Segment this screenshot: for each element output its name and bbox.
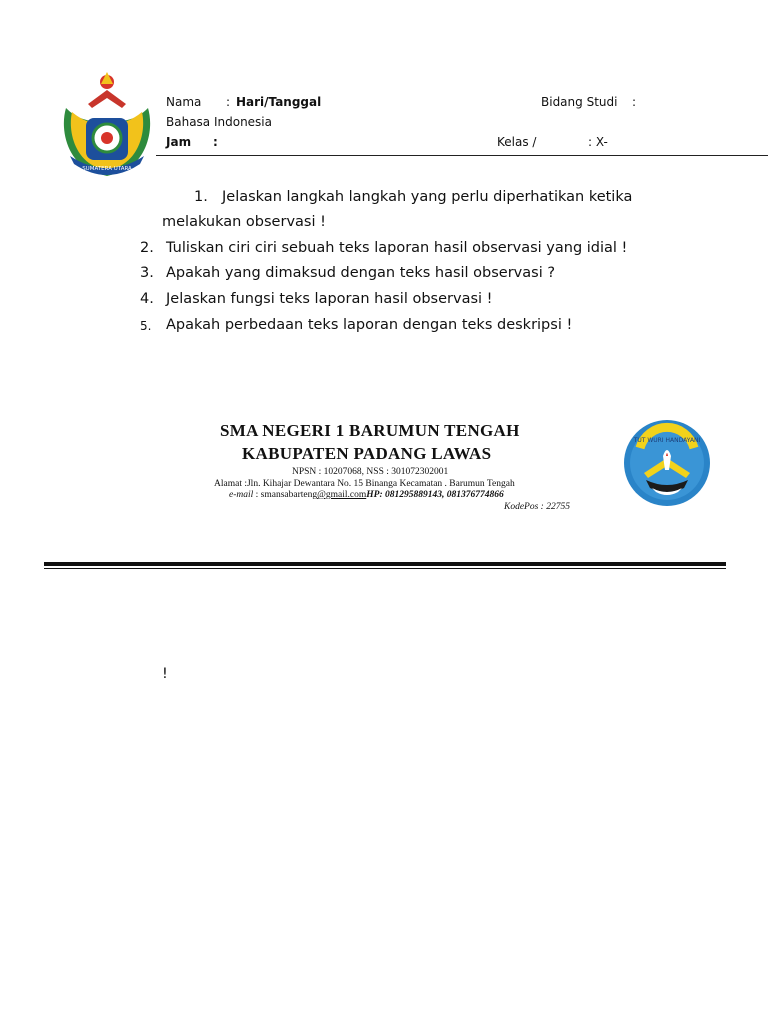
school-address: Alamat :Jln. Kihajar Dewantara No. 15 Binanga Kecamatan . Barumun Tengah	[214, 479, 515, 489]
stray-exclamation: !	[162, 666, 168, 682]
school-npsn: NPSN : 10207068, NSS : 301072302001	[292, 467, 449, 477]
nama-colon: :	[226, 95, 231, 109]
email-label: e-mail	[229, 490, 254, 500]
email-prefix: : smansabarteng	[253, 490, 318, 500]
kelas-value: : X-	[588, 135, 608, 149]
email-link[interactable]: @gmail.com	[317, 490, 367, 500]
question-4-number: 4.	[140, 291, 154, 307]
provincial-seal-logo	[58, 68, 156, 178]
kelas-label: Kelas /	[497, 135, 537, 149]
question-2-number: 2.	[140, 240, 154, 256]
question-1-text-cont: melakukan observasi !	[162, 214, 326, 230]
question-2-text: Tuliskan ciri ciri sebuah teks laporan hasil observasi yang idial !	[166, 240, 628, 256]
question-3-text: Apakah yang dimaksud dengan teks hasil observasi ?	[166, 265, 556, 281]
seal-text: SUMATERA UTARA	[82, 166, 132, 172]
nama-label: Nama	[166, 95, 202, 109]
hari-tanggal-label: Hari/Tanggal	[236, 95, 322, 109]
bidang-studi-value: Bahasa Indonesia	[166, 115, 272, 129]
bidang-studi-colon: :	[632, 95, 637, 109]
jam-label: Jam	[166, 135, 192, 149]
header-divider	[156, 155, 768, 156]
bidang-studi-label: Bidang Studi	[541, 95, 618, 109]
jam-colon: :	[213, 135, 218, 149]
question-3-number: 3.	[140, 265, 154, 281]
logo-text: TUT WURI HANDAYANI	[633, 437, 701, 444]
question-1-number: 1.	[194, 189, 208, 205]
letterhead-divider	[44, 562, 726, 566]
question-5-number: 5.	[140, 319, 152, 333]
tut-wuri-handayani-logo	[622, 418, 712, 508]
school-contact	[229, 490, 504, 500]
school-name: SMA NEGERI 1 BARUMUN TENGAH	[220, 421, 520, 440]
question-5-text: Apakah perbedaan teks laporan dengan teks deskripsi !	[166, 317, 573, 333]
school-district: KABUPATEN PADANG LAWAS	[242, 444, 492, 463]
question-4-text: Jelaskan fungsi teks laporan hasil observasi !	[166, 291, 493, 307]
school-phone: HP: 081295889143, 081376774866	[366, 490, 504, 500]
letterhead-divider-thin	[44, 568, 726, 569]
question-1-text: Jelaskan langkah langkah yang perlu diperhatikan ketika	[222, 189, 633, 205]
school-kodepos: KodePos : 22755	[504, 502, 570, 512]
